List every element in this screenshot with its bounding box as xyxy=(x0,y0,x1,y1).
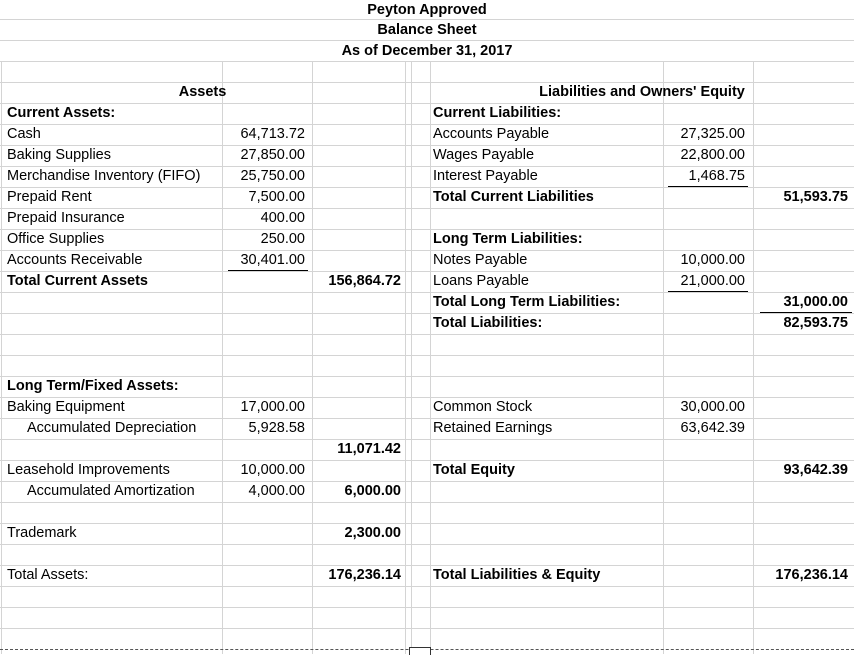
row-line xyxy=(0,586,854,587)
trademark-label: Trademark xyxy=(7,525,77,541)
asset-value: 400.00 xyxy=(260,210,305,226)
total-current-liabilities-label: Total Current Liabilities xyxy=(433,189,594,205)
asset-label: Prepaid Insurance xyxy=(7,210,125,226)
retained-earnings-value: 63,642.39 xyxy=(680,420,745,436)
row-line xyxy=(0,355,854,356)
asset-value: 250.00 xyxy=(260,231,305,247)
liability-value: 10,000.00 xyxy=(680,252,745,268)
row-line xyxy=(0,334,854,335)
row-line xyxy=(0,313,854,314)
retained-earnings-label: Retained Earnings xyxy=(433,420,553,436)
row-line xyxy=(0,439,854,440)
row-line xyxy=(0,502,854,503)
asset-value: 30,401.00 xyxy=(240,252,305,268)
asset-label: Prepaid Rent xyxy=(7,189,92,205)
liability-value: 22,800.00 xyxy=(680,147,745,163)
total-equity-value: 93,642.39 xyxy=(783,462,848,478)
subtotal-underline xyxy=(668,291,748,292)
total-equity-label: Total Equity xyxy=(433,462,515,478)
company-name: Peyton Approved xyxy=(367,2,487,18)
liability-label: Wages Payable xyxy=(433,147,535,163)
accumulated-amortization-value: 4,000.00 xyxy=(248,483,305,499)
current-assets-heading: Current Assets: xyxy=(7,105,116,121)
asset-label: Cash xyxy=(7,126,41,142)
total-long-term-liabilities-value: 31,000.00 xyxy=(783,294,848,310)
liability-value: 21,000.00 xyxy=(680,273,745,289)
leasehold-net-value: 6,000.00 xyxy=(344,483,401,499)
row-line xyxy=(0,292,854,293)
report-title: Balance Sheet xyxy=(377,22,477,38)
col-line xyxy=(1,61,2,654)
asset-label: Merchandise Inventory (FIFO) xyxy=(7,168,201,184)
asset-value: 64,713.72 xyxy=(240,126,305,142)
baking-equipment-label: Baking Equipment xyxy=(7,399,125,415)
subtotal-underline xyxy=(228,270,308,271)
col-line xyxy=(430,61,431,654)
row-line xyxy=(0,208,854,209)
liability-label: Notes Payable xyxy=(433,252,528,268)
total-liabilities-equity-label: Total Liabilities & Equity xyxy=(433,567,601,583)
liabilities-equity-heading: Liabilities and Owners' Equity xyxy=(539,84,745,100)
liability-label: Interest Payable xyxy=(433,168,538,184)
col-line xyxy=(411,61,412,654)
asset-value: 27,850.00 xyxy=(240,147,305,163)
total-liabilities-label: Total Liabilities: xyxy=(433,315,543,331)
assets-heading: Assets xyxy=(178,84,227,100)
row-line xyxy=(0,628,854,629)
asset-label: Baking Supplies xyxy=(7,147,111,163)
total-current-assets-label: Total Current Assets xyxy=(7,273,148,289)
liability-value: 27,325.00 xyxy=(680,126,745,142)
total-liabilities-value: 82,593.75 xyxy=(783,315,848,331)
col-line xyxy=(405,61,406,654)
accumulated-amortization-label: Accumulated Amortization xyxy=(27,483,195,499)
asset-label: Office Supplies xyxy=(7,231,105,247)
long-term-liabilities-heading: Long Term Liabilities: xyxy=(433,231,583,247)
common-stock-value: 30,000.00 xyxy=(680,399,745,415)
asset-label: Accounts Receivable xyxy=(7,252,143,268)
report-date: As of December 31, 2017 xyxy=(341,43,513,59)
total-long-term-liabilities-label: Total Long Term Liabilities: xyxy=(433,294,621,310)
row-line xyxy=(0,229,854,230)
total-assets-value: 176,236.14 xyxy=(328,567,401,583)
liability-label: Loans Payable xyxy=(433,273,529,289)
liability-value: 1,468.75 xyxy=(688,168,745,184)
row-line xyxy=(0,187,854,188)
accumulated-depreciation-label: Accumulated Depreciation xyxy=(27,420,197,436)
current-liabilities-heading: Current Liabilities: xyxy=(433,105,562,121)
accumulated-depreciation-value: 5,928.58 xyxy=(248,420,305,436)
subtotal-underline xyxy=(668,186,748,187)
total-liabilities-equity-value: 176,236.14 xyxy=(775,567,848,583)
leasehold-improvements-value: 10,000.00 xyxy=(240,462,305,478)
total-current-assets-value: 156,864.72 xyxy=(328,273,401,289)
fixed-assets-heading: Long Term/Fixed Assets: xyxy=(7,378,179,394)
row-line xyxy=(0,565,854,566)
row-line xyxy=(0,523,854,524)
row-line xyxy=(0,607,854,608)
baking-equipment-value: 17,000.00 xyxy=(240,399,305,415)
common-stock-label: Common Stock xyxy=(433,399,533,415)
leasehold-improvements-label: Leasehold Improvements xyxy=(7,462,170,478)
total-current-liabilities-value: 51,593.75 xyxy=(783,189,848,205)
equipment-net-value: 11,071.42 xyxy=(337,441,401,457)
asset-value: 25,750.00 xyxy=(240,168,305,184)
liability-label: Accounts Payable xyxy=(433,126,550,142)
total-assets-label: Total Assets: xyxy=(7,567,89,583)
asset-value: 7,500.00 xyxy=(248,189,305,205)
row-line xyxy=(0,103,854,104)
trademark-value: 2,300.00 xyxy=(344,525,401,541)
row-line xyxy=(0,544,854,545)
